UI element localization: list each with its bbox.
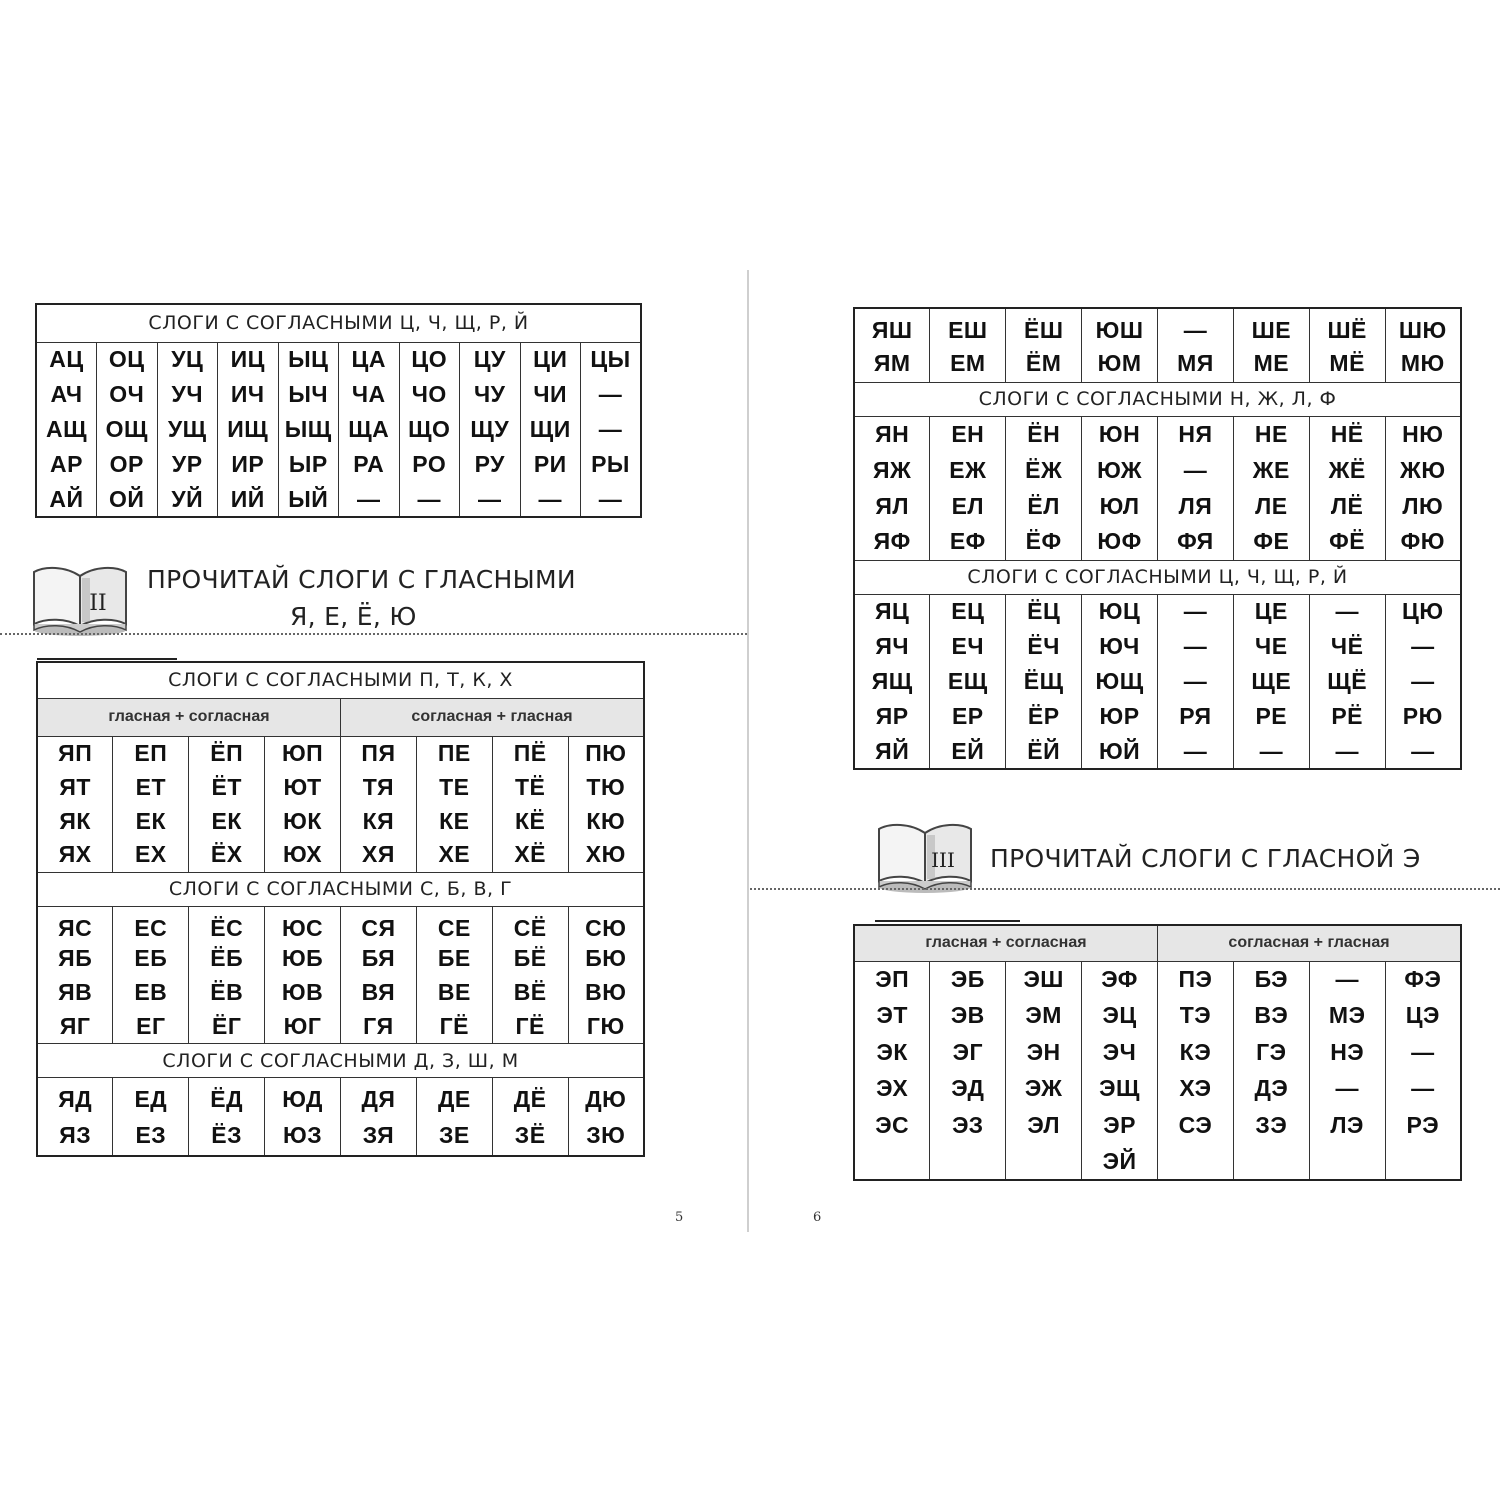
syllable-cell: УР (157, 447, 218, 482)
syllable-cell: РА (339, 447, 400, 482)
open-book-icon (30, 558, 130, 638)
syllable-cell: ЩО (399, 412, 460, 447)
syllable-cell: ЯЧ (854, 629, 930, 664)
syllable-cell: ЛЕ (1233, 488, 1309, 524)
section-2-heading-line2: Я, Е, Ё, Ю (290, 602, 417, 631)
syllable-cell: ВЭ (1233, 998, 1309, 1035)
syllable-cell: — (581, 412, 642, 447)
syllable-cell: УЙ (157, 482, 218, 517)
syllable-cell: БЯ (341, 942, 417, 976)
syllable-cell: ЯМ (854, 345, 930, 382)
syllable-cell: ЯН (854, 416, 930, 452)
syllable-cell: ПЯ (341, 736, 417, 770)
syllable-cell: ЮЗ (265, 1117, 341, 1156)
syllable-cell: ХЮ (568, 838, 644, 872)
syllable-cell: ЭЛ (1006, 1107, 1082, 1144)
syllable-cell: ЁЗ (189, 1117, 265, 1156)
syllable-cell: ЮР (1082, 699, 1158, 734)
syllable-cell: ЮЙ (1082, 734, 1158, 769)
syllable-cell: НЁ (1309, 416, 1385, 452)
syllable-cell: ЭМ (1006, 998, 1082, 1035)
section-divider-dotted (0, 633, 747, 635)
syllable-cell: АЧ (36, 377, 97, 412)
syllable-cell: ЫР (278, 447, 339, 482)
syllable-cell: ЭХ (854, 1071, 930, 1108)
syllable-cell: ЩЕ (1233, 664, 1309, 699)
syllable-cell: АЦ (36, 342, 97, 377)
syllable-cell: ЁЙ (1006, 734, 1082, 769)
syllable-cell (1158, 1144, 1234, 1181)
syllable-cell: ОЦ (97, 342, 158, 377)
syllable-cell: ЁШ (1006, 308, 1082, 345)
syllable-cell: — (1309, 734, 1385, 769)
syllable-cell: ВЕ (416, 976, 492, 1010)
syllable-cell: ЦИ (520, 342, 581, 377)
open-book-icon (875, 815, 975, 895)
syllable-cell: ЮЩ (1082, 664, 1158, 699)
syllable-cell: ЁП (189, 736, 265, 770)
syllable-cell: КЯ (341, 804, 417, 838)
syllable-cell: — (399, 482, 460, 517)
syllable-cell: ЯЛ (854, 488, 930, 524)
table-title: СЛОГИ С СОГЛАСНЫМИ Н, Ж, Л, Ф (854, 382, 1461, 416)
syllable-cell: ЯК (37, 804, 113, 838)
syllable-cell: ЭЧ (1082, 1034, 1158, 1071)
syllable-cell: БЮ (568, 942, 644, 976)
syllable-cell: — (1385, 734, 1461, 769)
syllable-cell: — (1158, 664, 1234, 699)
syllable-cell: ЁТ (189, 770, 265, 804)
syllable-cell (1385, 1144, 1461, 1181)
syllable-cell: ХЁ (492, 838, 568, 872)
syllable-cell: РЕ (1233, 699, 1309, 734)
syllable-cell: ДЕ (416, 1078, 492, 1117)
syllable-cell: СЁ (492, 906, 568, 942)
syllables-table-ya-e-yo-yu (36, 661, 645, 1157)
syllable-cell: ЯД (37, 1078, 113, 1117)
syllable-cell: ЕК (189, 804, 265, 838)
syllable-cell: ЭП (854, 961, 930, 998)
syllable-cell: АЙ (36, 482, 97, 517)
syllable-cell: ИЧ (218, 377, 279, 412)
syllable-cell: ЕГ (113, 1010, 189, 1044)
syllable-cell (1309, 1144, 1385, 1181)
syllable-cell: ЛЯ (1158, 488, 1234, 524)
syllable-cell: ЕС (113, 906, 189, 942)
syllable-cell: ЮД (265, 1078, 341, 1117)
syllable-cell: ЮМ (1082, 345, 1158, 382)
syllable-cell: ПЮ (568, 736, 644, 770)
syllable-cell: ШЕ (1233, 308, 1309, 345)
syllable-cell: ТЭ (1158, 998, 1234, 1035)
syllable-cell: ЁФ (1006, 524, 1082, 560)
syllable-cell: ГЭ (1233, 1034, 1309, 1071)
syllable-cell: ЕР (930, 699, 1006, 734)
syllable-cell: ЁМ (1006, 345, 1082, 382)
syllable-cell: ЭН (1006, 1034, 1082, 1071)
syllable-cell: ЦО (399, 342, 460, 377)
syllable-cell: ЭЖ (1006, 1071, 1082, 1108)
syllable-cell: ЮЖ (1082, 452, 1158, 488)
syllable-cell: ЭГ (930, 1034, 1006, 1071)
syllable-cell: ЛЮ (1385, 488, 1461, 524)
syllable-cell: ФЕ (1233, 524, 1309, 560)
syllable-cell: ЮЛ (1082, 488, 1158, 524)
syllable-cell: ИР (218, 447, 279, 482)
syllable-cell: ЧЕ (1233, 629, 1309, 664)
syllable-cell: СЮ (568, 906, 644, 942)
syllable-cell: ЯС (37, 906, 113, 942)
subheader-consonant-vowel: согласная + гласная (341, 698, 645, 736)
syllable-cell: ЯЩ (854, 664, 930, 699)
syllable-cell: ЛЁ (1309, 488, 1385, 524)
syllable-cell: УЩ (157, 412, 218, 447)
syllable-cell: ЯР (854, 699, 930, 734)
syllable-cell: ЮТ (265, 770, 341, 804)
syllable-cell: ПЭ (1158, 961, 1234, 998)
syllable-cell: ТЕ (416, 770, 492, 804)
syllable-cell: ДЯ (341, 1078, 417, 1117)
syllable-cell: ЖЕ (1233, 452, 1309, 488)
syllable-cell: ЩА (339, 412, 400, 447)
table-title: СЛОГИ С СОГЛАСНЫМИ Ц, Ч, Щ, Р, Й (36, 304, 641, 342)
syllable-cell: ЧИ (520, 377, 581, 412)
syllable-cell: ЮВ (265, 976, 341, 1010)
roman-numeral-2: II (89, 591, 107, 616)
syllable-cell: — (1385, 629, 1461, 664)
syllable-cell: ЁР (1006, 699, 1082, 734)
syllable-cell: ЕН (930, 416, 1006, 452)
syllable-cell: НЕ (1233, 416, 1309, 452)
syllable-cell: ЭК (854, 1034, 930, 1071)
syllable-cell: ЧЁ (1309, 629, 1385, 664)
syllable-cell: УЧ (157, 377, 218, 412)
syllable-cell: АЩ (36, 412, 97, 447)
syllable-cell: ЯЖ (854, 452, 930, 488)
syllable-cell: КЁ (492, 804, 568, 838)
syllable-cell: ЗЯ (341, 1117, 417, 1156)
syllable-cell: ЩИ (520, 412, 581, 447)
syllable-cell: ЖЮ (1385, 452, 1461, 488)
syllable-cell: — (1309, 961, 1385, 998)
syllable-cell: КЭ (1158, 1034, 1234, 1071)
syllable-cell: ЫЙ (278, 482, 339, 517)
syllable-cell: ГЮ (568, 1010, 644, 1044)
syllable-cell: — (581, 482, 642, 517)
syllables-table-e (853, 924, 1462, 1181)
syllable-cell: ВЯ (341, 976, 417, 1010)
syllable-cell: БЭ (1233, 961, 1309, 998)
syllable-cell: ИЦ (218, 342, 279, 377)
syllable-cell: ТЯ (341, 770, 417, 804)
syllable-cell: ЯТ (37, 770, 113, 804)
table-tab-mark (875, 920, 1020, 922)
syllable-cell: ЭШ (1006, 961, 1082, 998)
syllable-cell: РИ (520, 447, 581, 482)
syllable-cell: ЕК (113, 804, 189, 838)
syllable-cell: ЭЗ (930, 1107, 1006, 1144)
table-tab-mark (37, 658, 177, 660)
syllable-cell: ЮШ (1082, 308, 1158, 345)
syllable-cell: БЁ (492, 942, 568, 976)
syllable-cell: ЕЖ (930, 452, 1006, 488)
page-number: 5 (675, 1210, 684, 1225)
syllable-cell: АР (36, 447, 97, 482)
syllable-cell: РЁ (1309, 699, 1385, 734)
subheader-vowel-consonant: гласная + согласная (854, 925, 1158, 961)
section-3-heading: ПРОЧИТАЙ СЛОГИ С ГЛАСНОЙ Э (990, 844, 1421, 873)
syllable-cell: ЦА (339, 342, 400, 377)
syllable-cell: ЕФ (930, 524, 1006, 560)
syllable-cell: ТЮ (568, 770, 644, 804)
roman-numeral-3: III (931, 848, 955, 872)
syllable-cell: ФЮ (1385, 524, 1461, 560)
syllable-cell: — (1158, 734, 1234, 769)
syllable-cell: ЁЦ (1006, 594, 1082, 629)
syllable-cell: РЭ (1385, 1107, 1461, 1144)
syllable-cell: ЕШ (930, 308, 1006, 345)
syllables-table-continued (853, 307, 1462, 770)
syllable-cell: — (1385, 664, 1461, 699)
syllable-cell: ВЮ (568, 976, 644, 1010)
syllable-cell: ЮК (265, 804, 341, 838)
syllable-cell: ГЁ (416, 1010, 492, 1044)
syllable-cell: ХЭ (1158, 1071, 1234, 1108)
syllable-cell: РЮ (1385, 699, 1461, 734)
syllable-cell: ЫЦ (278, 342, 339, 377)
syllable-cell: СЯ (341, 906, 417, 942)
syllable-cell: ЁХ (189, 838, 265, 872)
syllable-cell: ХЕ (416, 838, 492, 872)
syllable-cell: ЕБ (113, 942, 189, 976)
syllable-cell: ОЩ (97, 412, 158, 447)
syllable-cell: ЁЧ (1006, 629, 1082, 664)
syllable-cell: — (1309, 1071, 1385, 1108)
syllable-cell: РЯ (1158, 699, 1234, 734)
syllable-cell: — (339, 482, 400, 517)
syllable-cell: ЁС (189, 906, 265, 942)
syllable-cell: ЮЦ (1082, 594, 1158, 629)
syllable-cell: КЮ (568, 804, 644, 838)
syllable-cell: ЯХ (37, 838, 113, 872)
syllable-cell: ЭЙ (1082, 1144, 1158, 1181)
syllable-cell: ЗЕ (416, 1117, 492, 1156)
syllable-cell: ЛЭ (1309, 1107, 1385, 1144)
syllable-cell: ЮХ (265, 838, 341, 872)
syllable-cell: ЯЗ (37, 1117, 113, 1156)
syllable-cell: ЦУ (460, 342, 521, 377)
syllable-cell: ЭД (930, 1071, 1006, 1108)
syllable-cell: СЕ (416, 906, 492, 942)
syllable-cell: ЫЩ (278, 412, 339, 447)
syllable-cell: ЕЦ (930, 594, 1006, 629)
syllable-cell: ЁВ (189, 976, 265, 1010)
syllable-cell: — (1158, 308, 1234, 345)
syllable-cell: ИЩ (218, 412, 279, 447)
syllable-cell: ЕЛ (930, 488, 1006, 524)
syllable-cell: ЦЮ (1385, 594, 1461, 629)
syllable-cell: ЗЮ (568, 1117, 644, 1156)
syllable-cell: ПЕ (416, 736, 492, 770)
syllable-cell: МЁ (1309, 345, 1385, 382)
syllable-cell: ЯВ (37, 976, 113, 1010)
syllable-cell: ЦЭ (1385, 998, 1461, 1035)
syllable-cell: ЁЩ (1006, 664, 1082, 699)
syllable-cell: БЕ (416, 942, 492, 976)
syllable-cell: ХЯ (341, 838, 417, 872)
syllable-cell: — (1309, 594, 1385, 629)
subheader-consonant-vowel: согласная + гласная (1158, 925, 1462, 961)
syllable-cell: ЭБ (930, 961, 1006, 998)
table-title: СЛОГИ С СОГЛАСНЫМИ Ц, Ч, Щ, Р, Й (854, 560, 1461, 594)
syllable-cell: ЕД (113, 1078, 189, 1117)
syllable-cell: СЭ (1158, 1107, 1234, 1144)
syllable-cell: ЧУ (460, 377, 521, 412)
syllable-cell: ГЯ (341, 1010, 417, 1044)
syllable-cell: НЮ (1385, 416, 1461, 452)
syllable-cell: ЯГ (37, 1010, 113, 1044)
syllable-cell: НЭ (1309, 1034, 1385, 1071)
syllable-cell: ЕМ (930, 345, 1006, 382)
syllable-cell: — (1233, 734, 1309, 769)
syllable-cell: ФЭ (1385, 961, 1461, 998)
syllable-cell: РО (399, 447, 460, 482)
syllable-cell (854, 1144, 930, 1181)
syllable-cell: ПЁ (492, 736, 568, 770)
syllable-cell: ЕЗ (113, 1117, 189, 1156)
syllable-cell: КЕ (416, 804, 492, 838)
syllable-cell: ЁБ (189, 942, 265, 976)
table-title: СЛОГИ С СОГЛАСНЫМИ С, Б, В, Г (37, 872, 644, 906)
syllable-cell: МЕ (1233, 345, 1309, 382)
syllable-cell: ЁЛ (1006, 488, 1082, 524)
syllable-cell: — (1385, 1034, 1461, 1071)
syllable-cell: — (520, 482, 581, 517)
syllable-cell: ФЁ (1309, 524, 1385, 560)
syllable-cell: ЭЦ (1082, 998, 1158, 1035)
syllable-cell: ЯФ (854, 524, 930, 560)
syllable-cell: ЕХ (113, 838, 189, 872)
syllable-cell: ЩЁ (1309, 664, 1385, 699)
syllable-cell: ЭВ (930, 998, 1006, 1035)
syllable-cell (1233, 1144, 1309, 1181)
syllable-cell: ЕВ (113, 976, 189, 1010)
syllable-cell: ЩУ (460, 412, 521, 447)
book-spine (747, 270, 749, 1232)
syllable-cell: — (1385, 1071, 1461, 1108)
syllable-cell: ЯП (37, 736, 113, 770)
syllable-cell: ЯЙ (854, 734, 930, 769)
syllable-cell: ЮП (265, 736, 341, 770)
syllable-cell: ГЁ (492, 1010, 568, 1044)
syllable-cell: ДЮ (568, 1078, 644, 1117)
section-2-heading-line1: ПРОЧИТАЙ СЛОГИ С ГЛАСНЫМИ (147, 565, 576, 594)
syllable-cell: ИЙ (218, 482, 279, 517)
syllable-cell: ФЯ (1158, 524, 1234, 560)
syllable-cell: ЭТ (854, 998, 930, 1035)
syllable-cell: ЭФ (1082, 961, 1158, 998)
syllable-cell: НЯ (1158, 416, 1234, 452)
syllable-cell: ЯЦ (854, 594, 930, 629)
syllable-cell: — (1158, 452, 1234, 488)
syllable-cell: ЭС (854, 1107, 930, 1144)
syllable-cell: ЭР (1082, 1107, 1158, 1144)
syllable-cell: ОЙ (97, 482, 158, 517)
syllable-cell: ЯШ (854, 308, 930, 345)
syllable-cell: ЮН (1082, 416, 1158, 452)
page-number: 6 (813, 1210, 822, 1225)
table-title: СЛОГИ С СОГЛАСНЫМИ Д, З, Ш, М (37, 1044, 644, 1078)
syllable-cell: ОР (97, 447, 158, 482)
syllable-cell: ДЁ (492, 1078, 568, 1117)
syllable-cell: — (1158, 594, 1234, 629)
syllable-cell (1006, 1144, 1082, 1181)
syllable-cell: ЧА (339, 377, 400, 412)
syllable-cell: ЮЧ (1082, 629, 1158, 664)
syllables-table-ts-ch-shch-r-y (35, 303, 642, 518)
syllable-cell: ЮБ (265, 942, 341, 976)
syllable-cell: ЖЁ (1309, 452, 1385, 488)
syllable-cell: ЧО (399, 377, 460, 412)
syllable-cell: ТЁ (492, 770, 568, 804)
syllable-cell: ЕЩ (930, 664, 1006, 699)
syllable-cell: ЕЧ (930, 629, 1006, 664)
syllable-cell: ЁГ (189, 1010, 265, 1044)
syllable-cell: ЮФ (1082, 524, 1158, 560)
syllable-cell: РЫ (581, 447, 642, 482)
syllable-cell: ЕП (113, 736, 189, 770)
syllable-cell: ЦЕ (1233, 594, 1309, 629)
table-title: СЛОГИ С СОГЛАСНЫМИ П, Т, К, Х (37, 662, 644, 698)
syllable-cell: ДЭ (1233, 1071, 1309, 1108)
syllable-cell: ЗЭ (1233, 1107, 1309, 1144)
section-divider-dotted (750, 888, 1500, 890)
syllable-cell: ШЁ (1309, 308, 1385, 345)
syllable-cell: ЫЧ (278, 377, 339, 412)
syllable-cell: — (460, 482, 521, 517)
syllable-cell: — (1158, 629, 1234, 664)
syllable-cell: РУ (460, 447, 521, 482)
syllable-cell: ОЧ (97, 377, 158, 412)
syllable-cell: МЯ (1158, 345, 1234, 382)
syllable-cell: ВЁ (492, 976, 568, 1010)
syllable-cell: МЭ (1309, 998, 1385, 1035)
syllable-cell: ЁН (1006, 416, 1082, 452)
syllable-cell: ЯБ (37, 942, 113, 976)
syllable-cell (930, 1144, 1006, 1181)
syllable-cell: ЦЫ (581, 342, 642, 377)
syllable-cell: ЭЩ (1082, 1071, 1158, 1108)
syllable-cell: ЁЖ (1006, 452, 1082, 488)
syllable-cell: ЕТ (113, 770, 189, 804)
subheader-vowel-consonant: гласная + согласная (37, 698, 341, 736)
syllable-cell: МЮ (1385, 345, 1461, 382)
syllable-cell: ШЮ (1385, 308, 1461, 345)
syllable-cell: — (581, 377, 642, 412)
syllable-cell: ЕЙ (930, 734, 1006, 769)
syllable-cell: УЦ (157, 342, 218, 377)
syllable-cell: ЮС (265, 906, 341, 942)
syllable-cell: ЮГ (265, 1010, 341, 1044)
syllable-cell: ЗЁ (492, 1117, 568, 1156)
syllable-cell: ЁД (189, 1078, 265, 1117)
